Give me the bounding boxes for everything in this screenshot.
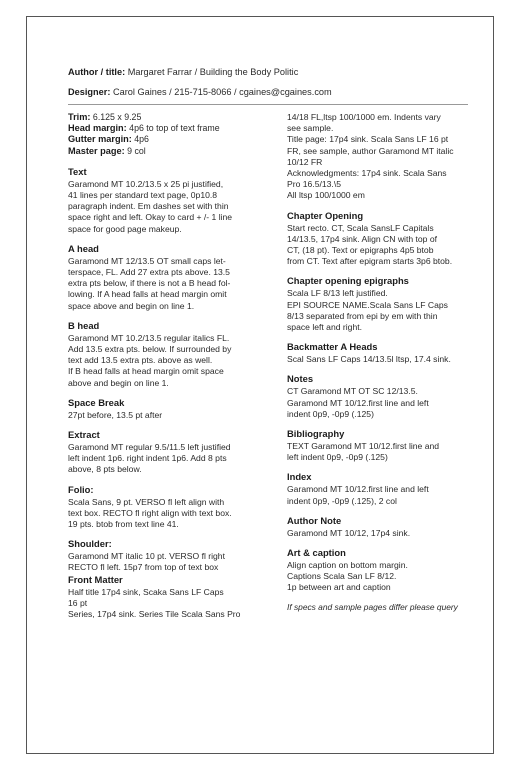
section-body: Garamond MT italic 10 pt. VERSO fl right RECTO fl left. 15p7 from top of text box: [68, 551, 225, 573]
spec-trim: [68, 112, 258, 123]
spec-label: Trim:: [68, 112, 91, 122]
section-body: Start recto. CT, Scala SansLF Capitals 14/13.5, 17p4 sink. Align CN with top of CT, (18 pt). Text or epigraphs 4p5 btob from CT. Text after epigram starts 3p6 btob.: [287, 222, 453, 267]
section-body: Garamond MT 10.2/13.5 regular italics FL. Add 13.5 extra pts. below. If surrounded by text add 13.5 extra pts. above as well. If B head falls at head margin omit space above and begin on line 1.: [68, 332, 232, 388]
designer-value: Carol Gaines / 215-715-8066 / cgaines@cgaines.com: [112, 87, 332, 97]
section-chapter-epigraphs: [287, 275, 477, 333]
section-title: B head: [68, 319, 100, 331]
section-title: Notes: [287, 373, 314, 385]
section-body: TEXT Garamond MT 10/12.first line and left indent 0p9, -0p9 (.125): [287, 441, 440, 463]
document-header: [68, 66, 468, 106]
right-column: [287, 112, 477, 613]
section-a-head: [68, 243, 258, 312]
section-backmatter-a-heads: [287, 341, 477, 365]
front-matter-continued: [287, 112, 477, 202]
footer-note: If specs and sample pages differ please query: [287, 601, 458, 612]
section-art-caption: [287, 547, 477, 594]
section-body: Garamond MT 10.2/13.5 x 25 pi justified, 41 lines per standard text page, 0p10.8 paragraph indent. Em dashes set with thin space right and left. Okay to card + /- 1 line space for good page makeup.: [68, 178, 233, 234]
left-column: [68, 112, 258, 628]
spec-value: 6.125 x 9.25: [92, 112, 142, 122]
section-body: Scala LF 8/13 left justified. EPI SOURCE NAME.Scala Sans LF Caps 8/13 separated from epi by em with thin space left and right.: [287, 288, 448, 333]
section-title: Extract: [68, 429, 100, 441]
section-body: 27pt before, 13.5 pt after: [68, 409, 163, 420]
author-label: Author / title:: [68, 67, 126, 77]
section-title: Folio:: [68, 483, 94, 495]
section-b-head: [68, 320, 258, 389]
section-front-matter: [68, 574, 258, 621]
section-folio: [68, 484, 258, 531]
section-body: Align caption on bottom margin. Captions Scala San LF 8/12. 1p between art and caption: [287, 560, 408, 593]
section-title: Chapter Opening: [287, 209, 364, 221]
section-title: Shoulder:: [68, 538, 112, 550]
spec-value: 4p6 to top of text frame: [129, 123, 220, 134]
spec-label: Gutter margin:: [68, 134, 132, 145]
spec-label: Head margin:: [68, 123, 127, 134]
designer-line: [68, 86, 468, 98]
section-text: [68, 166, 258, 235]
spec-gutter-margin: [68, 134, 258, 145]
section-body: Half title 17p4 sink, Scaka Sans LF Caps 16 pt Series, 17p4 sink. Series Tile Scala Sans Pro: [68, 586, 241, 620]
section-body: Garamond MT regular 9.5/11.5 left justified left indent 1p6. right indent 1p6. Add 8 pts above, 8 pts below.: [68, 442, 231, 475]
section-title: Front Matter: [68, 573, 123, 585]
designer-label: Designer:: [68, 87, 111, 97]
section-bibliography: [287, 428, 477, 463]
section-shoulder: [68, 538, 258, 573]
section-title: Space Break: [68, 396, 125, 408]
spec-master-page: [68, 146, 258, 157]
section-title: A head: [68, 242, 99, 254]
section-title: Bibliography: [287, 428, 345, 440]
section-author-note: [287, 515, 477, 539]
section-space-break: [68, 397, 258, 421]
section-chapter-opening: [287, 210, 477, 268]
section-title: Art & caption: [287, 547, 346, 559]
basic-specs: [68, 112, 258, 157]
section-notes: [287, 373, 477, 420]
author-line: [68, 66, 468, 78]
spec-value: 4p6: [134, 134, 149, 145]
section-title: Backmatter A Heads: [287, 341, 378, 353]
spec-head-margin: [68, 123, 258, 134]
section-body: Scala Sans, 9 pt. VERSO fl left align with text box. RECTO fl right align with text box. 19 pts. btob from text line 41.: [68, 496, 232, 530]
section-extract: [68, 429, 258, 476]
spec-label: Master page:: [68, 145, 125, 156]
section-title: Chapter opening epigraphs: [287, 275, 409, 287]
section-body: 14/18 FL,ltsp 100/1000 em. Indents vary see sample. Title page: 17p4 sink. Scala Sans LF 16 pt FR, see sample, author Garamond MT italic 10/12 FR Acknowledgments: 17p4 sink. Scala Sans Pro 16.5/13.\5 All ltsp 100/1000 em: [287, 112, 454, 201]
section-body: CT Garamond MT OT SC 12/13.5. Garamond MT 10/12.first line and left indent 0p9, -0p9 (.125): [287, 386, 429, 419]
section-body: Garamond MT 10/12.first line and left indent 0p9, -0p9 (.125), 2 col: [287, 484, 429, 506]
header-divider: [68, 104, 468, 105]
section-body: Garamond MT 10/12, 17p4 sink.: [287, 527, 411, 538]
author-value: Margaret Farrar / Building the Body Politic: [127, 67, 299, 77]
section-body: Garamond MT 12/13.5 OT small caps let- terspace, FL. Add 27 extra pts above. 13.5 extra pts below, if there is not a B head fol- lowing. If A head falls at head margin omit space above and begin on line 1.: [68, 255, 231, 311]
section-title: Text: [68, 165, 87, 177]
section-title: Author Note: [287, 514, 342, 526]
section-title: Index: [287, 471, 312, 483]
spec-value: 9 col: [127, 145, 146, 156]
section-index: [287, 471, 477, 506]
section-body: Scal Sans LF Caps 14/13.5l ltsp, 17.4 sink.: [287, 354, 451, 365]
